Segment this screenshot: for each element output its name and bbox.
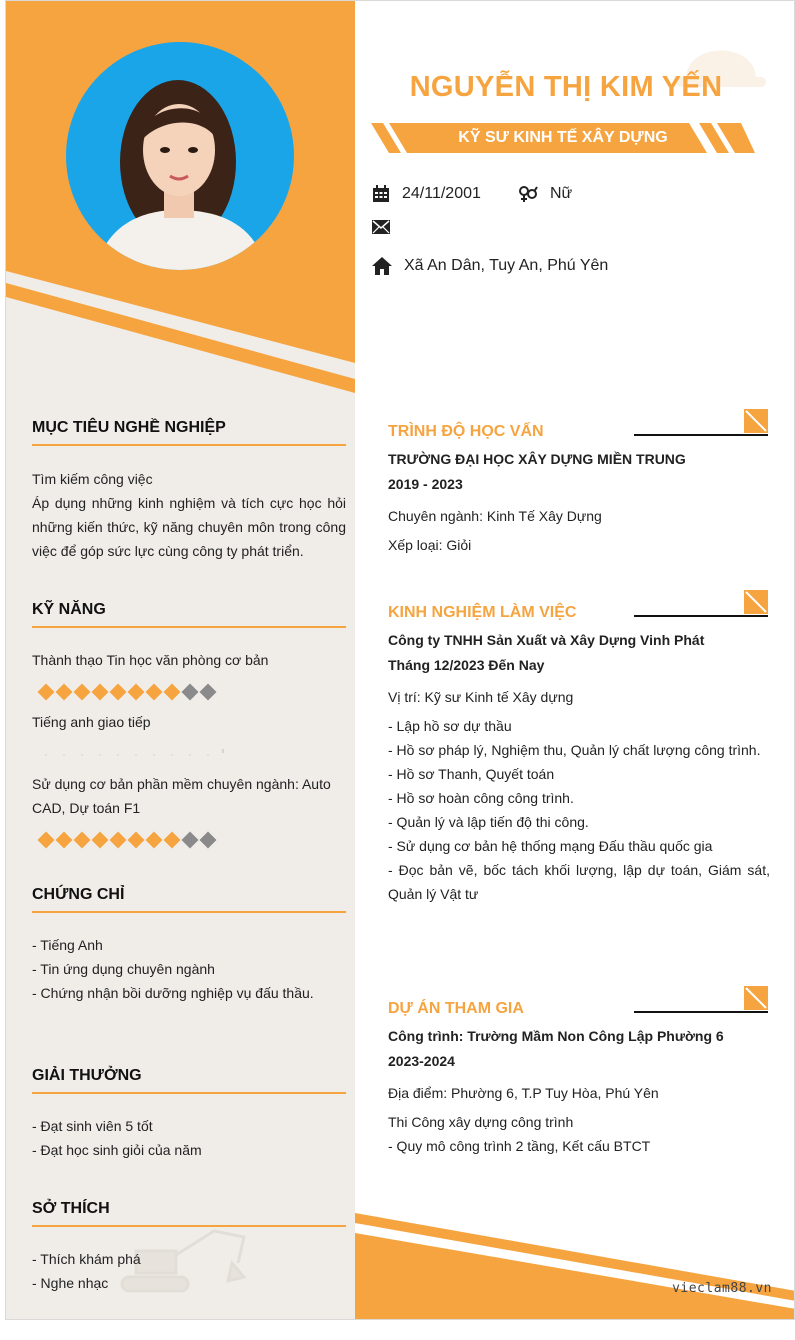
skill-level-2 [40,745,240,759]
certificate-item: - Tiếng Anh [32,937,103,953]
skill-dot [146,684,163,701]
candidate-name: NGUYỄN THỊ KIM YẾN [409,71,723,103]
skill-dot [146,832,163,849]
skill-dot [110,832,127,849]
education-major: Chuyên ngành: Kinh Tế Xây Dựng [388,508,602,524]
objective-divider [32,444,346,446]
experience-task: - Lập hồ sơ dự thầu [388,718,512,734]
skill-dot [56,832,73,849]
objective-line2: Áp dụng những kinh nghiệm và tích cực học hỏi những kiến thức, kỹ năng chuyên môn trong công việc để góp sức lực cùng công ty phát triển. [32,495,346,559]
experience-task: - Hồ sơ Thanh, Quyết toán [388,766,555,782]
skill-name-1: Thành thạo Tin học văn phòng cơ bản [32,652,269,668]
experience-task: - Đọc bản vẽ, bốc tách khối lượng, lập dự toán, Giám sát, Quản lý Vật tư [388,862,770,902]
skill-dot [128,832,145,849]
education-title: TRÌNH ĐỘ HỌC VẤN [388,423,544,440]
calendar-icon [372,185,390,203]
birthday-value: 24/11/2001 [402,185,481,202]
home-icon [372,257,392,275]
skill-dot [92,684,109,701]
certificates-divider [32,911,346,913]
projects-title: DỰ ÁN THAM GIA [388,1000,524,1017]
gender-icon [518,185,538,203]
skill-dot [38,684,55,701]
cv-page [5,0,795,1320]
skill-dot [182,684,199,701]
projects-title-decoration [634,986,768,1014]
skill-dot [200,684,217,701]
skill-dot [56,684,73,701]
objective-line1: Tìm kiếm công việc [32,471,153,487]
project-location: Địa điểm: Phường 6, T.P Tuy Hòa, Phú Yên [388,1085,659,1101]
experience-title: KINH NGHIỆM LÀM VIỆC [388,604,577,621]
hobbies-title: SỞ THÍCH [32,1200,110,1217]
skills-title: KỸ NĂNG [32,601,106,618]
skill-level-3 [40,831,220,846]
experience-title-decoration [634,590,768,618]
skill-level-1 [40,683,220,698]
education-title-decoration [634,409,768,437]
skill-dot [200,832,217,849]
education-school: TRƯỜNG ĐẠI HỌC XÂY DỰNG MIỀN TRUNG [388,451,686,467]
certificates-title: CHỨNG CHỈ [32,886,125,903]
awards-title: GIẢI THƯỞNG [32,1067,142,1084]
skill-dot [128,684,145,701]
email-row [372,220,402,234]
project-name: Công trình: Trường Mầm Non Công Lập Phường 6 [388,1028,724,1044]
award-item: - Đạt sinh viên 5 tốt [32,1118,153,1134]
footer-decoration [355,1201,795,1320]
project-role: Thi Công xây dựng công trình [388,1114,574,1130]
email-icon [372,220,390,234]
skill-dot [92,832,109,849]
certificate-item: - Tin ứng dụng chuyên ngành [32,961,215,977]
gender-value: Nữ [550,185,573,202]
experience-task: - Hồ sơ pháp lý, Nghiệm thu, Quản lý chất lượng công trình. [388,742,761,758]
skill-dot [74,832,91,849]
skill-dot [74,684,91,701]
gender-row [518,185,572,203]
experience-task: - Quản lý và lập tiến độ thi công. [388,814,589,830]
skill-dot [110,684,127,701]
certificate-item: - Chứng nhận bồi dưỡng nghiệp vụ đấu thầu. [32,985,314,1001]
project-scale: - Quy mô công trình 2 tầng, Kết cấu BTCT [388,1138,651,1154]
address-row [372,257,608,275]
experience-task: - Hồ sơ hoàn công công trình. [388,790,574,806]
experience-company: Công ty TNHH Sản Xuất và Xây Dựng Vinh Phát [388,632,705,648]
brand-watermark: vieclam88.vn [672,1281,772,1296]
education-period: 2019 - 2023 [388,476,463,492]
birthday-row [372,185,481,203]
skill-name-3: Sử dụng cơ bản phần mềm chuyên ngành: Auto CAD, Dự toán F1 [32,776,331,816]
education-grade: Xếp loại: Giỏi [388,537,472,553]
skill-dot [164,684,181,701]
skill-dot [182,832,199,849]
skills-divider [32,626,346,628]
hobby-item: - Nghe nhạc [32,1275,109,1291]
hobby-item: - Thích khám phá [32,1251,141,1267]
award-item: - Đạt học sinh giỏi của năm [32,1142,202,1158]
project-period: 2023-2024 [388,1053,455,1069]
address-value: Xã An Dân, Tuy An, Phú Yên [404,257,609,274]
experience-period: Tháng 12/2023 Đến Nay [388,657,545,673]
skill-dot [164,832,181,849]
objective-title: MỤC TIÊU NGHỀ NGHIỆP [32,419,226,436]
awards-divider [32,1092,346,1094]
experience-position: Vị trí: Kỹ sư Kinh tế Xây dựng [388,689,574,705]
job-title: KỸ SƯ KINH TẾ XÂY DỰNG [458,129,668,146]
skill-dot [38,832,55,849]
profile-photo [66,42,294,270]
skill-name-2: Tiếng anh giao tiếp [32,714,151,730]
experience-task: - Sử dụng cơ bản hệ thống mạng Đấu thầu quốc gia [388,838,713,854]
